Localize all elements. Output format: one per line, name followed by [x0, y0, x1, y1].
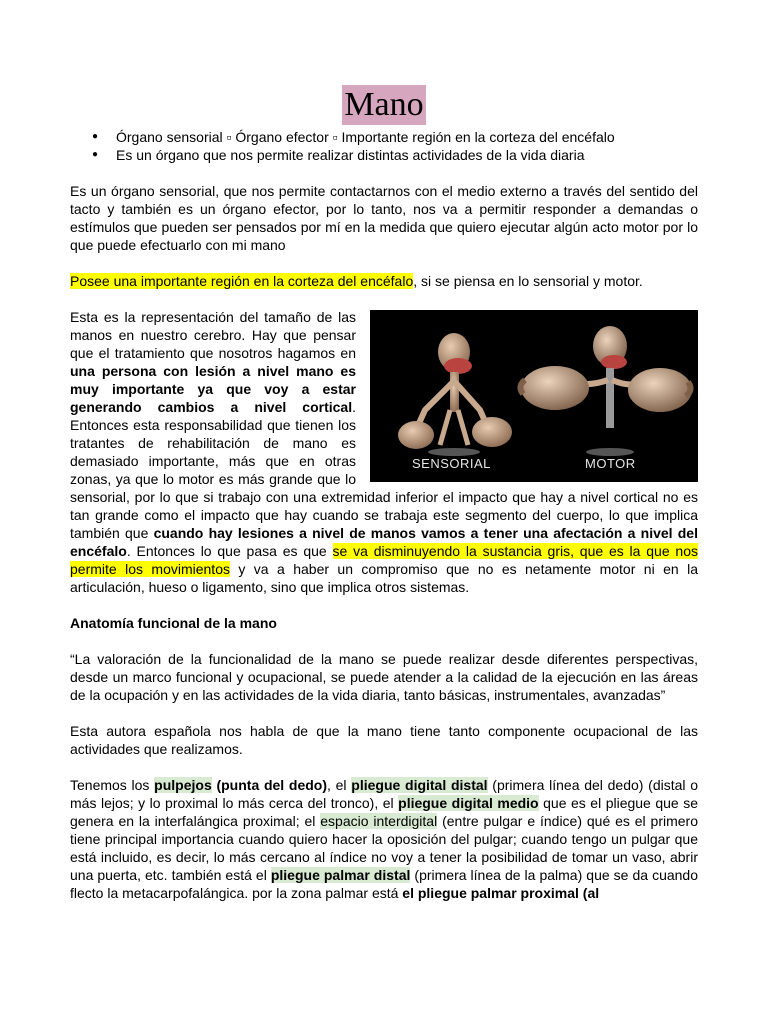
term-pliegue-digital-medio: pliegue digital medio: [398, 795, 539, 811]
text-span: Esta es la representación del tamaño de las manos en nuestro cerebro. Hay que pensar que el tratamiento que nosotros hagamos en: [70, 309, 356, 361]
page-title: Mano: [344, 86, 424, 123]
text-span: , si se piensa en lo sensorial y motor.: [413, 273, 643, 289]
text-span: . Entonces esta responsabilidad que tienen los tratantes de rehabilitación de mano es demasiado importante, más que en otras zonas, ya que lo motor es más grande que lo sensorial, por lo que si trabajo con una extremidad inferior el impacto que hay a nivel cortical no es tan grande como el impacto que hay cuando se trabaja este segmento del cuerpo, lo que implica también que: [70, 399, 698, 541]
motor-figure: [520, 326, 692, 456]
highlight-gray-matter: se va disminuyendo la sustancia gris, que es la que nos permite los movimientos: [70, 543, 698, 577]
text-span: (primera línea de la palma) que se da cuando flecto la metacarpofalángica. por la zona palmar está: [70, 867, 699, 901]
text-span: . Entonces lo que pasa es que: [126, 543, 333, 559]
title-wrap: [0, 85, 768, 125]
homunculus-image: [370, 310, 698, 482]
label-sensorial: SENSORIAL: [412, 456, 491, 471]
paragraph-cortex: [70, 272, 698, 290]
text-span: , el: [327, 777, 352, 793]
text-span: (entre pulgar e índice) qué es el primero tiene principal importancia cuando quiero hacer la oposición del pulgar; cuando tengo un pulgar que está incluido, es decir, lo más cercano al índice no voy a tener la posibilidad de tomar un vaso, abrir una puerta, etc. también está el: [70, 813, 698, 883]
bullet-item: ● Es un órgano que nos permite realizar distintas actividades de la vida diaria: [116, 146, 698, 164]
paragraph-anatomy: [70, 776, 698, 902]
bullet-list: [70, 128, 698, 164]
bullet-item: ● Órgano sensorial ▫ Órgano efector ▫ Importante región en la corteza del encéfalo: [116, 128, 698, 146]
document-body: [70, 128, 698, 920]
bold-span: el pliegue palmar proximal (al: [402, 885, 600, 901]
bold-span: una persona con lesión a nivel mano es muy importante ya que voy a estar generando cambios a nivel cortical: [70, 363, 356, 415]
term-pliegue-palmar-distal: pliegue palmar distal: [270, 867, 411, 883]
bold-span: (punta del dedo): [211, 777, 328, 793]
term-pulpejos: pulpejos: [154, 777, 212, 793]
text-span: que es el pliegue que se genera en la interfalángica proximal; el: [70, 795, 699, 829]
spacer: [70, 164, 698, 182]
section-heading: Anatomía funcional de la mano: [70, 615, 277, 631]
sensorial-figure: [398, 333, 512, 456]
text-span: Tenemos los: [70, 777, 155, 793]
text-span: (primera línea del dedo) (distal o más lejos; y lo proximal lo más cerca del tronco), el: [70, 777, 699, 811]
paragraph-quote: “La valoración de la funcionalidad de la mano se puede realizar desde diferentes perspectivas, desde un marco funcional y ocupacional, se puede atender a la calidad de la ejecución en las áreas de la ocupación y en las actividades de la vida diaria, tanto básicas, instrumentales, avanzadas”: [70, 651, 698, 703]
text-span: y va a haber un compromiso que no es netamente motor ni en la articulación, hueso o ligamento, sino que implica otros sistemas.: [70, 561, 698, 595]
term-pliegue-digital-distal: pliegue digital distal: [351, 777, 488, 793]
bold-span: cuando hay lesiones a nivel de manos vamos a tener una afectación a nivel del encéfalo: [70, 525, 698, 559]
highlight-cortex: Posee una importante región en la corteza del encéfalo: [70, 273, 414, 289]
paragraph-author: Esta autora española nos habla de que la mano tiene tanto componente ocupacional de las actividades que realizamos.: [70, 723, 698, 757]
paragraph-intro: Es un órgano sensorial, que nos permite contactarnos con el medio externo a través del sentido del tacto y también es un órgano efector, por lo tanto, nos va a permitir responder a demandas o estímulos que pueden ser pensados por mí en la medida que quiero ejecutar algún acto motor por lo que puede efectuarlo con mi mano: [70, 183, 698, 253]
label-motor: MOTOR: [585, 456, 636, 471]
term-espacio-interdigital: espacio interdigital: [320, 813, 438, 829]
